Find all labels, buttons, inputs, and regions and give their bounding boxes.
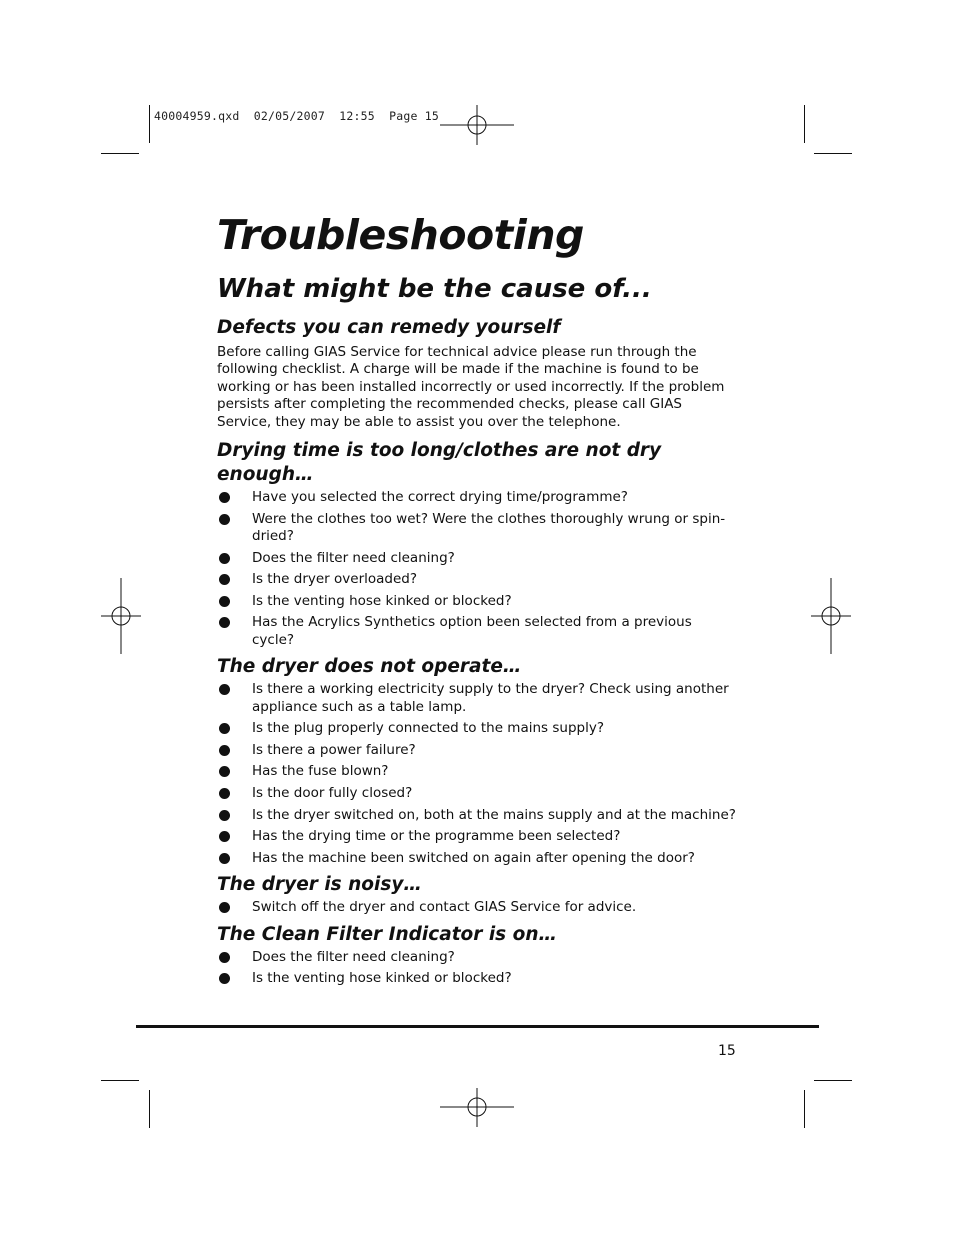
page-number: 15: [718, 1043, 736, 1059]
bullet-icon: [219, 553, 230, 564]
bullet-icon: [219, 574, 230, 585]
bullet-icon: [219, 596, 230, 607]
bullet-icon: [219, 902, 230, 913]
list-item: Is there a power failure?: [217, 742, 737, 759]
list-item: Does the filter need cleaning?: [217, 550, 737, 567]
section-heading: The dryer is noisy…: [217, 874, 422, 896]
list-item: Has the fuse blown?: [217, 763, 737, 780]
section-clean-filter: [217, 923, 737, 988]
bullet-icon: [219, 973, 230, 984]
bullet-icon: [219, 684, 230, 695]
bullet-icon: [219, 766, 230, 777]
list-item: Has the machine been switched on again after opening the door?: [217, 850, 737, 867]
bullet-icon: [219, 617, 230, 628]
section-noisy: [217, 873, 737, 916]
list-item: Have you selected the correct drying time/programme?: [217, 489, 737, 506]
checklist: [217, 949, 737, 988]
list-item: Is the dryer overloaded?: [217, 571, 737, 588]
bullet-icon: [219, 723, 230, 734]
list-item: Is the venting hose kinked or blocked?: [217, 970, 737, 987]
bullet-icon: [219, 788, 230, 799]
section-heading: The dryer does not operate…: [217, 656, 522, 678]
page-title: Troubleshooting: [217, 211, 584, 259]
list-item: Has the Acrylics Synthetics option been selected from a previous cycle?: [217, 614, 737, 649]
section-drying-time: [217, 439, 737, 649]
list-item: Has the drying time or the programme been selected?: [217, 828, 737, 845]
list-item: Is there a working electricity supply to the dryer? Check using another appliance such as a table lamp.: [217, 681, 737, 716]
bullet-icon: [219, 831, 230, 842]
checklist: [217, 681, 737, 867]
bullet-icon: [219, 952, 230, 963]
main-content: [217, 210, 737, 992]
list-item: Is the door fully closed?: [217, 785, 737, 802]
checklist: [217, 489, 737, 649]
checklist: [217, 899, 737, 916]
footer-rule: [136, 1025, 819, 1028]
bullet-icon: [219, 514, 230, 525]
section-heading: Drying time is too long/clothes are not dry enough…: [217, 440, 662, 486]
list-item: Were the clothes too wet? Were the clothes thoroughly wrung or spin-dried?: [217, 511, 737, 546]
bullet-icon: [219, 745, 230, 756]
section-defects: [217, 316, 737, 431]
list-item: Is the venting hose kinked or blocked?: [217, 593, 737, 610]
bullet-icon: [219, 492, 230, 503]
bullet-icon: [219, 853, 230, 864]
page-subtitle: What might be the cause of...: [217, 274, 652, 304]
section-heading: Defects you can remedy yourself: [217, 317, 561, 338]
list-item: Is the dryer switched on, both at the mains supply and at the machine?: [217, 807, 737, 824]
section-heading: The Clean Filter Indicator is on…: [217, 923, 557, 945]
section-does-not-operate: [217, 655, 737, 867]
bullet-icon: [219, 810, 230, 821]
print-slug: 40004959.qxd 02/05/2007 12:55 Page 15: [154, 109, 439, 123]
list-item: Switch off the dryer and contact GIAS Service for advice.: [217, 899, 737, 916]
list-item: Is the plug properly connected to the mains supply?: [217, 720, 737, 737]
list-item: Does the filter need cleaning?: [217, 949, 737, 966]
intro-paragraph: Before calling GIAS Service for technical advice please run through the following checklist. A charge will be made if the machine is found to be working or has been installed incorrectly or used incorrectly. If the problem persists after completing the recommended checks, please call GIAS Service, they may be able to assist you over the telephone.: [217, 344, 725, 430]
